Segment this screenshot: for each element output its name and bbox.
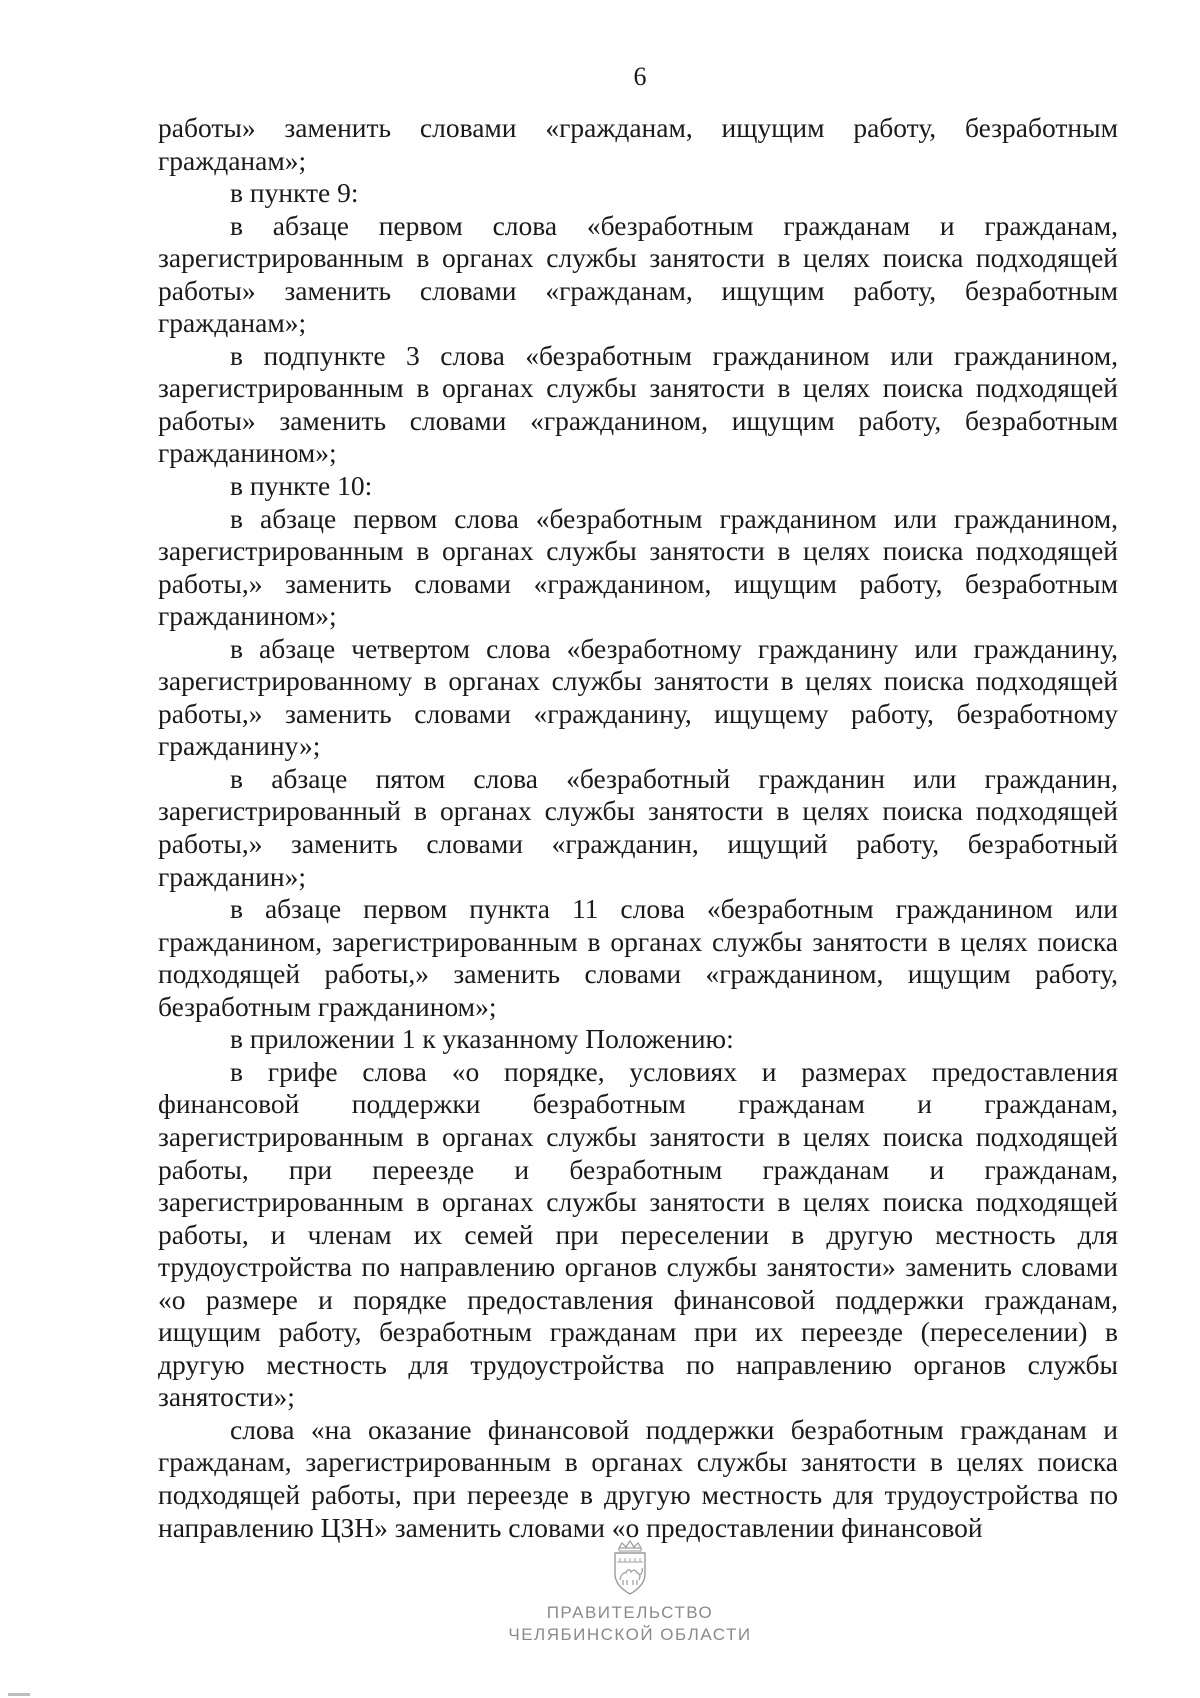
page-number: 6 <box>633 62 647 91</box>
paragraph: в абзаце первом слова «безработным гражданином или гражданином, зарегистрированным в органах службы занятости в целях поиска подходящей работы,» заменить словами «гражданином, ищущим работу, безработным гражданином»; <box>158 502 1118 632</box>
paragraph: в пункте 9: <box>230 177 359 209</box>
paragraph: в грифе слова «о порядке, условиях и размерах предоставления финансовой поддержки безработным гражданам и гражданам, зарегистрированным в органах службы занятости в целях поиска подходящей работы, при переезде и безработным гражданам и гражданам, зарегистрированным в органах службы занятости в целях поиска подходящей работы, и членам их семей при переселении в другую местность для трудоустройства по направлению органов службы занятости» заменить словами «о размере и порядке предоставления финансовой поддержки гражданам, ищущим работу, безработным гражданам при их переезде (переселении) в другую местность для трудоустройства по направлению органов службы занятости»; <box>158 1055 1118 1413</box>
paragraph: в пункте 10: <box>230 470 373 502</box>
paragraph: в абзаце четвертом слова «безработному гражданину или гражданину, зарегистрированному в органах службы занятости в целях поиска подходящей работы,» заменить словами «гражданину, ищущему работу, безработному гражданину»; <box>158 632 1118 762</box>
stamp-line-government: ПРАВИТЕЛЬСТВО <box>546 1603 714 1622</box>
government-stamp <box>0 1540 1200 1646</box>
paragraph: работы» заменить словами «гражданам, ищущим работу, безработным гражданам»; <box>158 112 1118 176</box>
stamp-line-region: ЧЕЛЯБИНСКОЙ ОБЛАСТИ <box>508 1625 752 1644</box>
document-body <box>158 112 1118 1544</box>
paragraph: в подпункте 3 слова «безработным гражданином или гражданином, зарегистрированным в органах службы занятости в целях поиска подходящей работы» заменить словами «гражданином, ищущим работу, безработным гражданином»; <box>158 339 1118 469</box>
paragraph: слова «на оказание финансовой поддержки безработным гражданам и гражданам, зарегистрированным в органах службы занятости в целях поиска подходящей работы, при переезде в другую местность для трудоустройства по направлению ЦЗН» заменить словами «о предоставлении финансовой <box>158 1413 1118 1543</box>
paragraph: в приложении 1 к указанному Положению: <box>230 1023 734 1055</box>
chelyabinsk-coat-of-arms-icon <box>607 1540 653 1596</box>
paragraph: в абзаце первом слова «безработным гражданам и гражданам, зарегистрированным в органах службы занятости в целях поиска подходящей работы» заменить словами «гражданам, ищущим работу, безработным гражданам»; <box>158 209 1118 339</box>
scan-edge-mark <box>8 1693 30 1696</box>
paragraph: в абзаце пятом слова «безработный гражданин или гражданин, зарегистрированный в органах службы занятости в целях поиска подходящей работы,» заменить словами «гражданин, ищущий работу, безработный гражданин»; <box>158 762 1118 892</box>
paragraph: в абзаце первом пункта 11 слова «безработным гражданином или гражданином, зарегистрированным в органах службы занятости в целях поиска подходящей работы,» заменить словами «гражданином, ищущим работу, безработным гражданином»; <box>158 893 1118 1022</box>
